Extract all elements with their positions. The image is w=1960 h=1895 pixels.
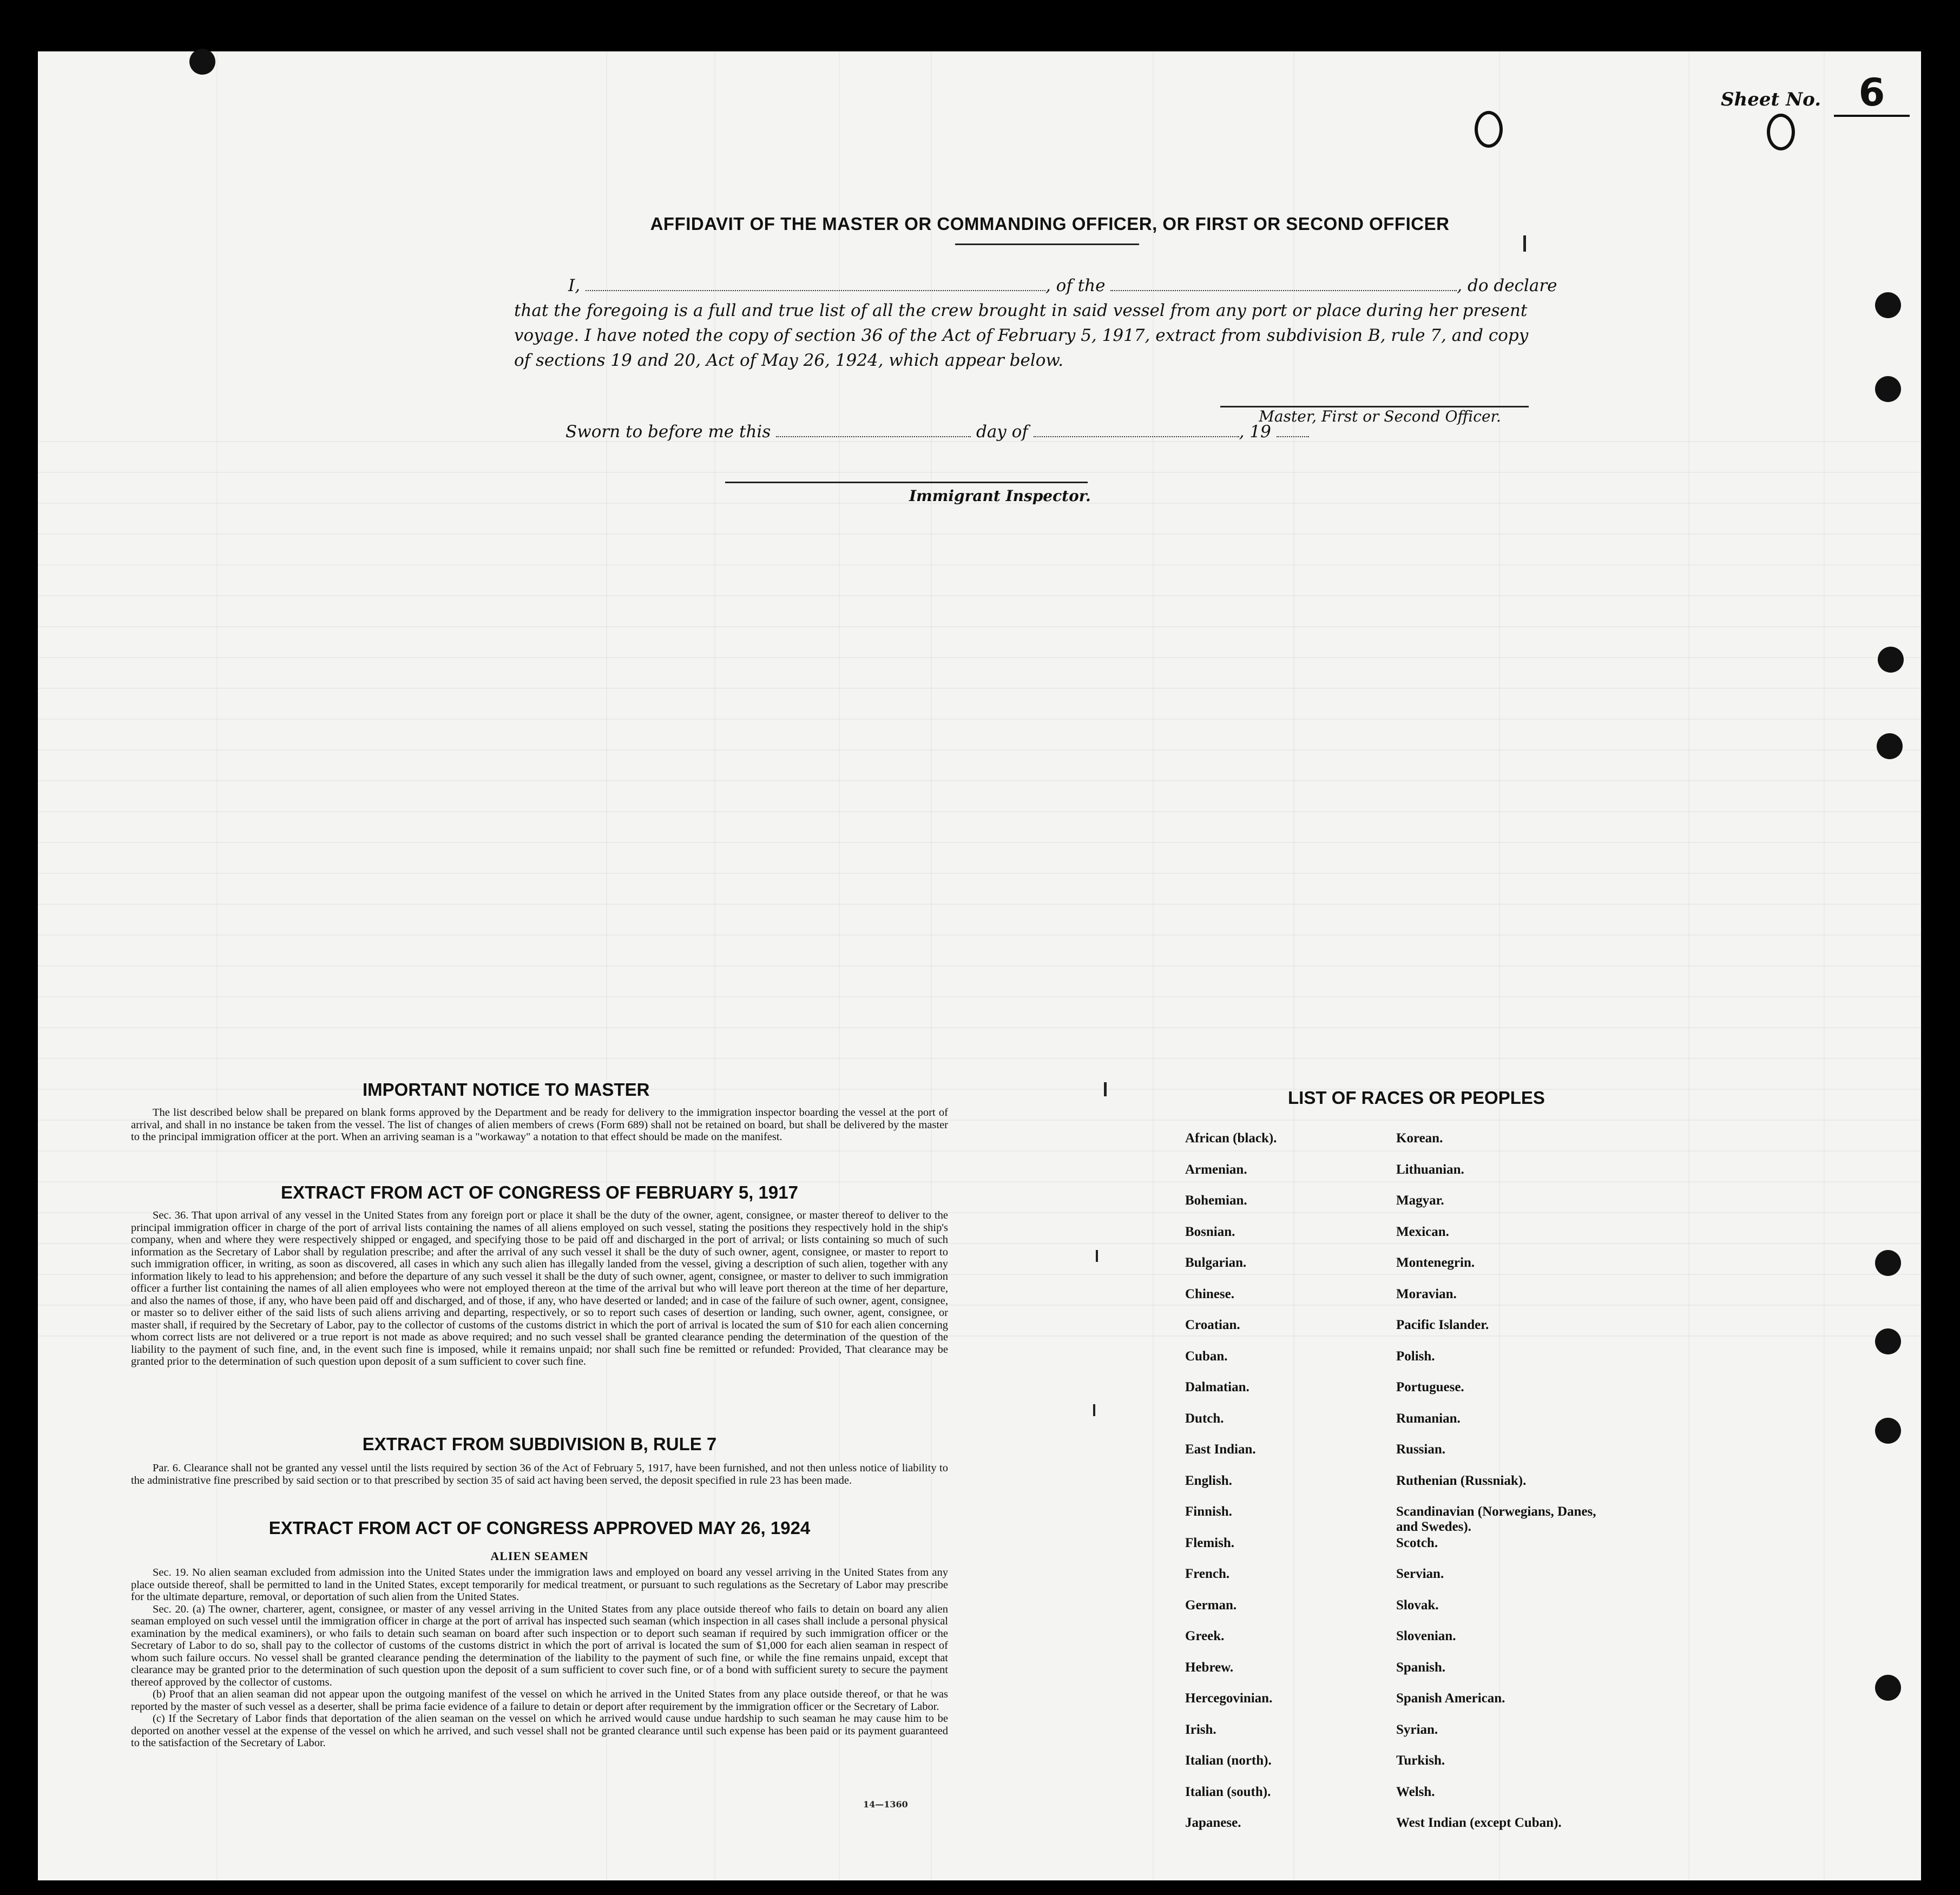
notice-paragraph: The list described below shall be prepared on blank forms approved by the Department and be ready for delivery to the immigration inspector boarding the vessel at the port of arrival, and shall in no instance be taken from the vessel. The list of changes of alien members of crews (Form 689) shall not be retained on board, but shall be delivered by the master to the principal immigration officer at the port. When an arriving seaman is a "workaway" a notation to that effect should be made on the manifest. (131, 1107, 948, 1143)
punch-hole (1875, 1328, 1901, 1354)
race-item: Croatian. (1185, 1318, 1240, 1332)
affidavit-of-the-label: , of the (1045, 276, 1106, 295)
race-item: Spanish American. (1396, 1691, 1505, 1706)
race-item: Turkish. (1396, 1753, 1445, 1768)
race-item: Slovak. (1396, 1597, 1439, 1613)
sworn-day-field[interactable] (776, 424, 971, 437)
ghost-column (1688, 51, 1689, 1880)
races-list-right (1396, 1131, 1602, 1847)
race-item: Italian (north). (1185, 1753, 1272, 1768)
punch-hole (1875, 292, 1901, 318)
sec-19-paragraph: Sec. 19. No alien seaman excluded from admission into the United States under the immigration laws and employed on board any vessel arriving in the United States from any place outside thereof, shall be permitted to land in the United States, except temporarily for medical treatment, or pursuant to such regulations as the Secretary of Labor may prescribe for the ultimate departure, removal, or deportation of such alien from the United States. (131, 1567, 948, 1603)
race-item: English. (1185, 1473, 1232, 1488)
punch-hole (1875, 1675, 1901, 1701)
affidavit-declare-label: , do declare (1457, 276, 1557, 295)
ghost-rule (38, 965, 1921, 966)
ghost-rule (38, 842, 1921, 843)
vessel-name-field[interactable] (1110, 277, 1457, 291)
race-item: Polish. (1396, 1348, 1435, 1364)
ink-mark (1104, 1082, 1107, 1096)
race-item: Scotch. (1396, 1535, 1438, 1550)
race-item: East Indian. (1185, 1442, 1256, 1457)
race-item: Servian. (1396, 1567, 1444, 1581)
race-item: Greek. (1185, 1629, 1225, 1643)
race-item: Irish. (1185, 1722, 1216, 1737)
race-item: Scandinavian (Norwegians, Danes, and Swedes). (1396, 1504, 1596, 1534)
ghost-rule (38, 1150, 1921, 1152)
punch-hole (1875, 1418, 1901, 1444)
ghost-rule (38, 595, 1921, 596)
affidavit-declaration-line: voyage. I have noted the copy of section 36 of the Act of February 5, 1917, extract from subdivision B, rule 7, and copy (514, 326, 1529, 345)
race-item: Chinese. (1185, 1286, 1234, 1301)
ghost-rule (38, 564, 1921, 565)
affidavit-i-label: I, (568, 276, 581, 295)
alien-seamen-subtitle: ALIEN SEAMEN (490, 1549, 589, 1563)
race-item: Slovenian. (1396, 1629, 1456, 1643)
race-item: Ruthenian (Russniak). (1396, 1473, 1527, 1488)
ghost-rule (38, 1058, 1921, 1059)
ink-mark (1093, 1404, 1095, 1416)
race-item: Magyar. (1396, 1193, 1444, 1208)
extract-rule7-body (131, 1462, 948, 1486)
par-6-paragraph: Par. 6. Clearance shall not be granted any vessel until the lists required by section 36 of the Act of February 5, 1917, have been furnished, and not then unless notice of liability to the administrative fine prescribed by said section or to that prescribed by section 35 of said act having been served, the deposit specified in rule 23 has been made. (131, 1462, 948, 1486)
sworn-label: Sworn to before me this (565, 422, 771, 442)
extract-1917-title: EXTRACT FROM ACT OF CONGRESS OF FEBRUARY 5, 1917 (281, 1182, 798, 1202)
year-label: , 19 (1239, 422, 1271, 442)
race-item: German. (1185, 1597, 1237, 1613)
affidavit-declaration-line: that the foregoing is a full and true list of all the crew brought in said vessel from any port or place during her present (514, 301, 1528, 320)
race-item: Lithuanian. (1396, 1162, 1464, 1177)
affidavit-body (514, 273, 1564, 373)
race-item: Flemish. (1185, 1535, 1234, 1550)
punch-hole (1875, 376, 1901, 402)
ghost-rule (38, 534, 1921, 535)
punch-hole (1877, 733, 1903, 759)
race-item: Pacific Islander. (1396, 1318, 1489, 1332)
title-rule (955, 244, 1139, 245)
race-item: Cuban. (1185, 1348, 1228, 1364)
day-of-label: day of (976, 422, 1028, 442)
race-item: Dalmatian. (1185, 1380, 1249, 1394)
ghost-rule (38, 719, 1921, 720)
inspector-signature-line[interactable] (725, 482, 1088, 483)
affidavit-declaration-line: of sections 19 and 20, Act of May 26, 1924, which appear below. (514, 351, 1064, 370)
sworn-year-field[interactable] (1277, 424, 1309, 437)
ghost-rule (38, 1089, 1921, 1090)
ghost-rule (38, 780, 1921, 781)
ghost-rule (38, 935, 1921, 936)
race-item: Spanish. (1396, 1660, 1446, 1675)
affidavit-title: AFFIDAVIT OF THE MASTER OR COMMANDING OFFICER, OR FIRST OR SECOND OFFICER (650, 214, 1450, 234)
race-item: Finnish. (1185, 1504, 1232, 1519)
race-item: Rumanian. (1396, 1411, 1461, 1426)
punch-hole (1878, 647, 1904, 673)
races-title: LIST OF RACES OR PEOPLES (1288, 1088, 1545, 1108)
ghost-rule (38, 688, 1921, 689)
ghost-column (1824, 51, 1825, 1880)
race-item: Russian. (1396, 1442, 1446, 1457)
race-item: African (black). (1185, 1131, 1277, 1146)
manifest-sheet (38, 51, 1921, 1880)
sworn-statement (565, 422, 1309, 442)
race-item: Korean. (1396, 1131, 1443, 1146)
race-item: Bohemian. (1185, 1193, 1247, 1208)
race-item: Bulgarian. (1185, 1255, 1247, 1270)
extract-1917-body (131, 1209, 948, 1368)
ghost-rule (38, 626, 1921, 627)
extract-1924-body (131, 1567, 948, 1749)
ghost-rule (38, 749, 1921, 751)
master-name-field[interactable] (586, 277, 1045, 291)
races-list-left (1185, 1131, 1277, 1847)
punch-hole (1875, 1250, 1901, 1276)
extract-rule7-title: EXTRACT FROM SUBDIVISION B, RULE 7 (362, 1434, 717, 1454)
race-item: Hebrew. (1185, 1660, 1234, 1675)
race-item: Welsh. (1396, 1784, 1435, 1799)
punch-hole (1767, 114, 1795, 150)
master-signature-label: Master, First or Second Officer. (1259, 407, 1501, 425)
ghost-rule (38, 472, 1921, 473)
punch-hole (1475, 111, 1503, 148)
sec-20b-paragraph: (b) Proof that an alien seaman did not appear upon the outgoing manifest of the vessel on which he arrived in the United States from any place outside thereof, or that he was reported by the master of such vessel as a deserter, shall be prima facie evidence of a failure to detain or deport after requirement by the immigration officer or the Secretary of Labor. (131, 1688, 948, 1713)
ghost-rule (38, 657, 1921, 658)
race-item: Bosnian. (1185, 1224, 1235, 1239)
sheet-number-value: 6 (1834, 70, 1910, 117)
sec-20a-paragraph: Sec. 20. (a) The owner, charterer, agent, consignee, or master of any vessel arriving in the United States from any place outside thereof who fails to detain on board any alien seaman employed on such vessel until the immigration officer in charge at the port of arrival has inspected such seaman (which inspection in all cases shall include a personal physical examination by the medical examiners), or who fails to detain such seaman on board after such inspection or to deport such seaman if required by such immigration officer or the Secretary of Labor to do so, shall pay to the collector of customs of the customs district in which the port of arrival is located the sum of $1,000 for each alien seaman in respect of whom such failure occurs. No vessel shall be granted clearance pending the determination of the liability to the payment of such fine, or while the fine remains unpaid, except that clearance may be granted prior to the determination of such question upon the deposit of a sum sufficient to cover such fine, or of a bond with sufficient surety to secure the payment thereof approved by the collector of customs. (131, 1603, 948, 1688)
sheet-number-label: Sheet No. (1721, 89, 1821, 110)
notice-body (131, 1107, 948, 1143)
race-item: Mexican. (1396, 1224, 1449, 1239)
inspector-label: Immigrant Inspector. (909, 487, 1091, 505)
race-item: Syrian. (1396, 1722, 1438, 1737)
race-item: Dutch. (1185, 1411, 1224, 1426)
ghost-rule (38, 811, 1921, 812)
ghost-rule (38, 873, 1921, 874)
ghost-rule (38, 1027, 1921, 1028)
punch-hole (189, 49, 215, 75)
ink-mark (1096, 1250, 1098, 1262)
race-item: Moravian. (1396, 1286, 1457, 1301)
race-item: Montenegrin. (1396, 1255, 1475, 1270)
ink-mark (1523, 235, 1526, 252)
race-item: Italian (south). (1185, 1784, 1271, 1799)
sworn-month-field[interactable] (1034, 424, 1239, 437)
ghost-rule (38, 996, 1921, 997)
ghost-rule (38, 904, 1921, 905)
race-item: French. (1185, 1567, 1230, 1581)
form-code: 14—1360 (863, 1799, 908, 1810)
sheet-number (1721, 70, 1910, 117)
sec-36-paragraph: Sec. 36. That upon arrival of any vessel in the United States from any foreign port or place it shall be the duty of the owner, agent, consignee, or master thereof to deliver to the principal immigration officer in charge of the port of arrival lists containing the names of all aliens employed on such vessel, stating the positions they respectively hold in the ship's company, when and where they were respectively shipped or engaged, and specifying those to be paid off and discharged in the port of arrival; or lists containing so much of such information as the Secretary of Labor shall by regulation prescribe; and after the arrival of any such vessel it shall be the duty of such owner, agent, consignee, or master to report to such immigration officer, in writing, as soon as discovered, all cases in which any such alien has illegally landed from the vessel, giving a description of such alien, together with any information likely to lead to his apprehension; and before the departure of any such vessel it shall be the duty of such owner, agent, consignee, or master to deliver to such immigration officer a further list containing the names of all alien employees who were not employed thereon at the time of the arrival but who will leave port thereon at the time of her departure, and also the names of those, if any, who have been paid off and discharged, and of those, if any, who have deserted or landed; and in case of the failure of such owner, agent, consignee, or master so to deliver either of the said lists of such aliens arriving and departing, respectively, or so to report such cases of desertion or landing, such owner, agent, consignee, or master shall, if required by the Secretary of Labor, pay to the collector of customs of the customs district in which the port of arrival is located the sum of $10 for each alien concerning whom correct lists are not delivered or a true report is not made as above required; and no such vessel shall be granted clearance pending the determination of the question of the liability to the payment of such fine, and, in the event such fine is imposed, while it remains unpaid; nor shall such fine be remitted or refunded: Provided, That clearance may be granted prior to the determination of such question upon deposit of a sum sufficient to cover such fine. (131, 1209, 948, 1367)
sec-20c-paragraph: (c) If the Secretary of Labor finds that deportation of the alien seaman on the vessel on which he arrived would cause undue hardship to such seaman he may cause him to be deported on another vessel at the expense of the vessel on which he arrived, and such vessel shall not be granted clearance until such expense has been paid or its payment guaranteed to the satisfaction of the Secretary of Labor. (131, 1713, 948, 1749)
extract-1924-title: EXTRACT FROM ACT OF CONGRESS APPROVED MAY 26, 1924 (268, 1518, 811, 1538)
race-item: Hercegovinian. (1185, 1691, 1273, 1706)
race-item: Armenian. (1185, 1162, 1247, 1177)
race-item: Portuguese. (1396, 1380, 1464, 1394)
notice-title: IMPORTANT NOTICE TO MASTER (363, 1080, 650, 1100)
race-item: Japanese. (1185, 1815, 1241, 1830)
race-item: West Indian (except Cuban). (1396, 1815, 1562, 1830)
